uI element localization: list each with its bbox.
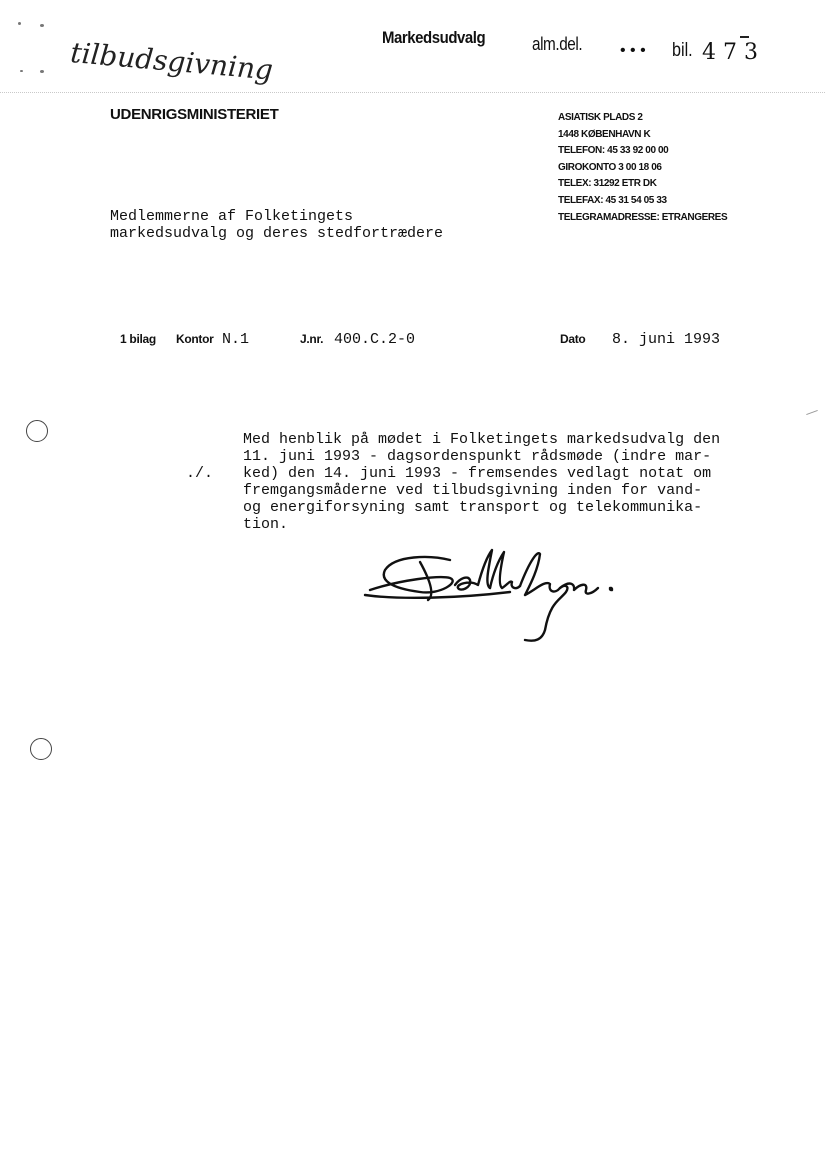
recipient-block <box>110 208 443 242</box>
scan-speck <box>40 70 44 73</box>
fold-line <box>0 92 825 93</box>
scan-speck <box>40 24 44 27</box>
recipient-line: markedsudvalg og deres stedfortrædere <box>110 225 444 242</box>
stamp-dots: • • • <box>620 42 646 59</box>
stamp-bil-label: bil. <box>672 40 693 61</box>
punch-hole <box>30 738 52 760</box>
body-line: ked) den 14. juni 1993 - fremsendes vedlagt notat om <box>243 465 712 482</box>
address-line: 1448 KØBENHAVN K <box>558 128 651 140</box>
sender-address-block <box>558 110 727 226</box>
stamp-category: alm.del. <box>532 34 583 54</box>
address-line: GIROKONTO 3 00 18 06 <box>558 161 662 173</box>
stamp-number-overline <box>740 36 749 38</box>
enclosure-mark: ./. <box>186 465 214 482</box>
body-line: Med henblik på mødet i Folketingets markedsudvalg den <box>243 431 721 448</box>
signature <box>360 540 640 650</box>
ministry-name: UDENRIGSMINISTERIET <box>110 106 279 123</box>
recipient-line: Medlemmerne af Folketingets <box>110 208 354 225</box>
body-line: tion. <box>243 516 289 533</box>
body-line: 11. juni 1993 - dagsordenspunkt rådsmøde (indre mar- <box>243 448 712 465</box>
body-line: og energiforsyning samt transport og telekommunika- <box>243 499 703 516</box>
edge-mark <box>806 410 818 415</box>
scan-speck <box>20 70 23 72</box>
body-line: fremgangsmåderne ved tilbudsgivning inden for vand- <box>243 482 703 499</box>
office-value: N.1 <box>222 331 250 348</box>
committee-stamp: Markedsudvalg <box>382 28 486 47</box>
address-line: ASIATISK PLADS 2 <box>558 112 643 123</box>
address-line: TELEFON: 45 33 92 00 00 <box>558 145 669 157</box>
letter-body <box>243 431 720 533</box>
journal-value: 400.C.2-0 <box>334 331 416 348</box>
date-label: Dato <box>560 332 586 346</box>
address-line: TELEGRAMADRESSE: ETRANGERES <box>558 211 728 223</box>
punch-hole <box>26 420 48 442</box>
handwritten-subject-note: tilbudsgivning <box>69 36 275 87</box>
address-line: TELEFAX: 45 31 54 05 33 <box>558 194 667 206</box>
stamp-number: 4 7 3 <box>702 40 758 65</box>
enclosure-count: 1 bilag <box>120 332 156 346</box>
office-label: Kontor <box>176 332 214 346</box>
date-value: 8. juni 1993 <box>612 331 721 348</box>
scan-speck <box>18 22 21 25</box>
address-line: TELEX: 31292 ETR DK <box>558 178 657 190</box>
journal-label: J.nr. <box>300 332 324 346</box>
